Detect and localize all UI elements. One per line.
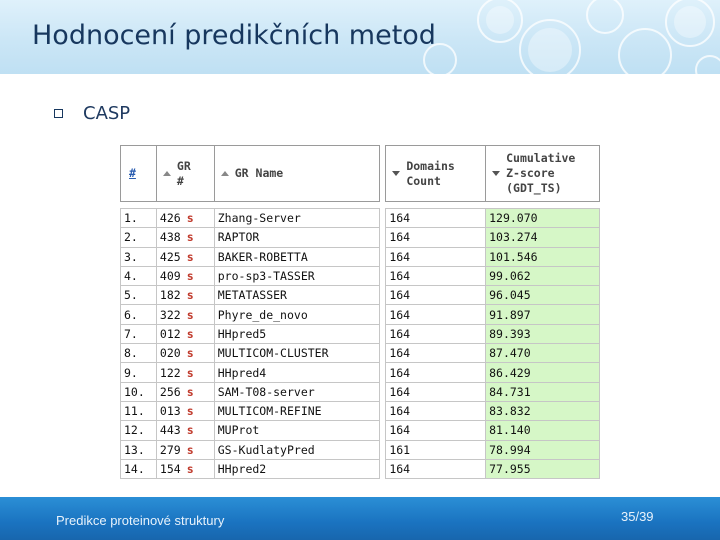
results-table [120, 145, 600, 479]
table-row [121, 247, 600, 266]
zscore-cell [486, 286, 600, 305]
gr-name-cell-value: pro-sp3-TASSER [217, 269, 315, 284]
table-body [121, 202, 600, 479]
table-row [121, 363, 600, 382]
zscore-cell [486, 401, 600, 420]
gr-number-cell-value: 154 [159, 462, 181, 476]
zscore-cell-value: 89.393 [489, 326, 531, 341]
gr-number-cell [156, 421, 214, 440]
domains-count-cell [386, 286, 486, 305]
domains-count-cell [386, 247, 486, 266]
bullet-item [54, 101, 130, 125]
gr-number-cell-value: 322 [159, 307, 181, 322]
domains-count-cell-value: 164 [389, 288, 411, 303]
zscore-cell-value: 86.429 [489, 365, 531, 380]
gr-name-cell-value: SAM-T08-server [217, 384, 315, 399]
domains-count-cell [386, 440, 486, 459]
server-flag-link[interactable]: s [186, 269, 194, 284]
server-flag-link[interactable]: s [186, 288, 194, 303]
slide-title: Hodnocení predikčních metod [32, 20, 436, 51]
header-gr-number[interactable] [156, 146, 214, 202]
zscore-cell-value: 83.832 [489, 404, 531, 419]
domains-count-cell-value: 164 [389, 423, 411, 438]
domains-count-cell [386, 305, 486, 324]
gr-number-cell-value: 279 [159, 442, 181, 457]
gr-name-cell-value: MUProt [217, 423, 260, 438]
server-flag-link[interactable]: s [186, 230, 194, 245]
gr-number-cell [156, 382, 214, 401]
sort-down-icon [392, 171, 400, 176]
server-flag-link[interactable]: s [186, 462, 194, 476]
table-row [121, 209, 600, 228]
header-domains-count[interactable] [386, 146, 486, 202]
gr-name-cell [214, 363, 380, 382]
table-row [121, 401, 600, 420]
table-row [121, 421, 600, 440]
rank-cell [121, 401, 157, 420]
domains-count-cell-value: 164 [389, 346, 411, 361]
rank-cell-value: 8. [124, 346, 138, 361]
table-row [121, 305, 600, 324]
header-gr-name[interactable] [214, 146, 380, 202]
table-row [121, 266, 600, 285]
domains-count-cell [386, 363, 486, 382]
rank-cell-value: 13. [124, 442, 145, 457]
gr-name-cell-value: MULTICOM-REFINE [217, 404, 322, 419]
rank-cell-value: 2. [124, 230, 138, 245]
gr-name-cell-value: HHpred4 [217, 365, 267, 380]
gr-number-cell-value: 122 [159, 365, 181, 380]
table-row [121, 286, 600, 305]
gr-number-cell [156, 324, 214, 343]
gr-name-cell [214, 228, 380, 247]
server-flag-link[interactable]: s [186, 346, 194, 361]
gr-name-cell-value: GS-KudlatyPred [217, 442, 315, 457]
server-flag-link[interactable]: s [186, 384, 194, 399]
table-row [121, 382, 600, 401]
gr-number-cell [156, 247, 214, 266]
rank-cell [121, 247, 157, 266]
domains-count-cell [386, 459, 486, 478]
zscore-cell-value: 103.274 [489, 230, 538, 245]
domains-count-cell [386, 382, 486, 401]
zscore-cell [486, 266, 600, 285]
rank-cell-value: 1. [124, 211, 138, 226]
zscore-cell-value: 101.546 [489, 249, 538, 264]
gr-number-cell-value: 438 [159, 230, 181, 245]
domains-count-cell-value: 164 [389, 384, 411, 399]
gr-number-cell [156, 305, 214, 324]
gr-number-cell [156, 440, 214, 459]
rank-cell-value: 4. [124, 269, 138, 284]
zscore-cell-value: 81.140 [489, 423, 531, 438]
domains-count-cell-value: 164 [389, 230, 411, 245]
gr-number-cell [156, 286, 214, 305]
rank-cell [121, 421, 157, 440]
gr-name-cell [214, 421, 380, 440]
gr-name-cell-value: Zhang-Server [217, 211, 301, 226]
gr-number-cell-value: 182 [159, 288, 181, 303]
zscore-cell [486, 247, 600, 266]
gr-name-cell-value: Phyre_de_novo [217, 307, 308, 322]
header-cumulative-zscore[interactable] [486, 146, 600, 202]
zscore-cell-value: 129.070 [489, 211, 538, 226]
server-flag-link[interactable]: s [186, 211, 194, 226]
gr-number-cell-value: 256 [159, 384, 181, 399]
table-row [121, 228, 600, 247]
header-gap-row [121, 202, 600, 209]
domains-count-cell-value: 164 [389, 211, 411, 226]
domains-count-cell-value: 164 [389, 365, 411, 380]
zscore-cell-value: 84.731 [489, 384, 531, 399]
gr-name-cell [214, 459, 380, 478]
rank-cell-value: 5. [124, 288, 138, 303]
domains-count-cell [386, 209, 486, 228]
domains-count-cell-value: 164 [389, 326, 411, 341]
page-number: 35/39 [621, 509, 654, 524]
rank-cell [121, 305, 157, 324]
domains-count-cell-value: 164 [389, 307, 411, 322]
gr-name-cell [214, 401, 380, 420]
gr-number-cell-value: 020 [159, 346, 181, 361]
zscore-cell-value: 77.955 [489, 462, 531, 476]
domains-count-cell [386, 401, 486, 420]
domains-count-cell-value: 164 [389, 249, 411, 264]
rank-cell [121, 266, 157, 285]
table-row [121, 440, 600, 459]
footer-text: Predikce proteinové struktury [56, 513, 225, 528]
rank-cell-value: 10. [124, 384, 145, 399]
domains-count-cell-value: 161 [389, 442, 411, 457]
domains-count-cell [386, 344, 486, 363]
domains-count-cell [386, 228, 486, 247]
server-flag-link[interactable]: s [186, 442, 194, 457]
server-flag-link[interactable]: s [186, 365, 194, 380]
rank-header-link[interactable]: # [129, 166, 136, 180]
gr-name-cell-value: RAPTOR [217, 230, 260, 245]
zscore-cell [486, 421, 600, 440]
gr-name-cell [214, 382, 380, 401]
bullet-text: CASP [83, 102, 131, 124]
gr-number-cell-value: 425 [159, 249, 181, 264]
gr-number-cell [156, 459, 214, 478]
zscore-cell [486, 344, 600, 363]
server-flag-link[interactable]: s [186, 326, 194, 341]
gr-name-cell [214, 324, 380, 343]
zscore-cell-value: 91.897 [489, 307, 531, 322]
zscore-cell-value: 87.470 [489, 346, 531, 361]
gr-number-cell [156, 401, 214, 420]
header-rank[interactable] [121, 146, 157, 202]
zscore-cell [486, 209, 600, 228]
sort-up-icon [221, 171, 229, 176]
server-flag-link[interactable]: s [186, 249, 194, 264]
rank-cell [121, 209, 157, 228]
gr-number-header-label: GR # [176, 158, 191, 188]
gr-name-cell-value: HHpred5 [217, 326, 267, 341]
domains-count-cell-value: 164 [389, 269, 411, 284]
rank-cell-value: 9. [124, 365, 138, 380]
rank-cell-value: 14. [124, 462, 145, 476]
domains-header-label: Domains Count [406, 158, 455, 188]
zscore-header-label: Cumulative Z-score (GDT_TS) [506, 151, 576, 195]
gr-name-cell-value: BAKER-ROBETTA [217, 249, 308, 264]
table-row [121, 459, 600, 478]
rank-cell-value: 6. [124, 307, 138, 322]
rank-cell [121, 324, 157, 343]
zscore-cell [486, 440, 600, 459]
zscore-cell-value: 78.994 [489, 442, 531, 457]
rank-cell [121, 344, 157, 363]
casp-ranking-table [120, 145, 600, 476]
rank-cell-value: 3. [124, 249, 138, 264]
gr-number-cell [156, 363, 214, 382]
rank-cell [121, 286, 157, 305]
domains-count-cell [386, 324, 486, 343]
zscore-cell-value: 99.062 [489, 269, 531, 284]
server-flag-link[interactable]: s [186, 423, 194, 438]
sort-down-icon [492, 171, 500, 176]
table-row [121, 324, 600, 343]
gr-name-cell [214, 209, 380, 228]
sort-up-icon [163, 171, 171, 176]
gr-number-cell-value: 426 [159, 211, 181, 226]
gr-number-cell-value: 443 [159, 423, 181, 438]
gr-name-cell-value: METATASSER [217, 288, 287, 303]
zscore-cell [486, 382, 600, 401]
title-bar [0, 0, 720, 74]
gr-number-cell [156, 228, 214, 247]
rank-cell-value: 11. [124, 404, 145, 419]
zscore-cell [486, 363, 600, 382]
rank-cell [121, 440, 157, 459]
gr-number-cell-value: 409 [159, 269, 181, 284]
rank-cell [121, 363, 157, 382]
gr-name-cell-value: HHpred2 [217, 462, 267, 476]
rank-cell-value: 12. [124, 423, 145, 438]
square-bullet-icon [54, 109, 63, 118]
table-row [121, 344, 600, 363]
domains-count-cell [386, 421, 486, 440]
rank-cell-value: 7. [124, 326, 138, 341]
gr-name-cell [214, 305, 380, 324]
gr-name-cell [214, 344, 380, 363]
gr-number-cell-value: 012 [159, 326, 181, 341]
gr-number-cell-value: 013 [159, 404, 181, 419]
gr-name-cell [214, 440, 380, 459]
server-flag-link[interactable]: s [186, 404, 194, 419]
server-flag-link[interactable]: s [186, 307, 194, 322]
zscore-cell [486, 305, 600, 324]
gr-name-header-label: GR Name [234, 166, 284, 180]
gr-name-cell-value: MULTICOM-CLUSTER [217, 346, 329, 361]
rank-cell [121, 228, 157, 247]
footer-bar [0, 497, 720, 540]
rank-cell [121, 382, 157, 401]
zscore-cell-value: 96.045 [489, 288, 531, 303]
rank-cell [121, 459, 157, 478]
zscore-cell [486, 324, 600, 343]
domains-count-cell [386, 266, 486, 285]
zscore-cell [486, 459, 600, 478]
domains-count-cell-value: 164 [389, 404, 411, 419]
gr-name-cell [214, 247, 380, 266]
gr-number-cell [156, 266, 214, 285]
zscore-cell [486, 228, 600, 247]
gr-number-cell [156, 209, 214, 228]
gr-name-cell [214, 286, 380, 305]
gr-name-cell [214, 266, 380, 285]
gr-number-cell [156, 344, 214, 363]
domains-count-cell-value: 164 [389, 462, 411, 476]
